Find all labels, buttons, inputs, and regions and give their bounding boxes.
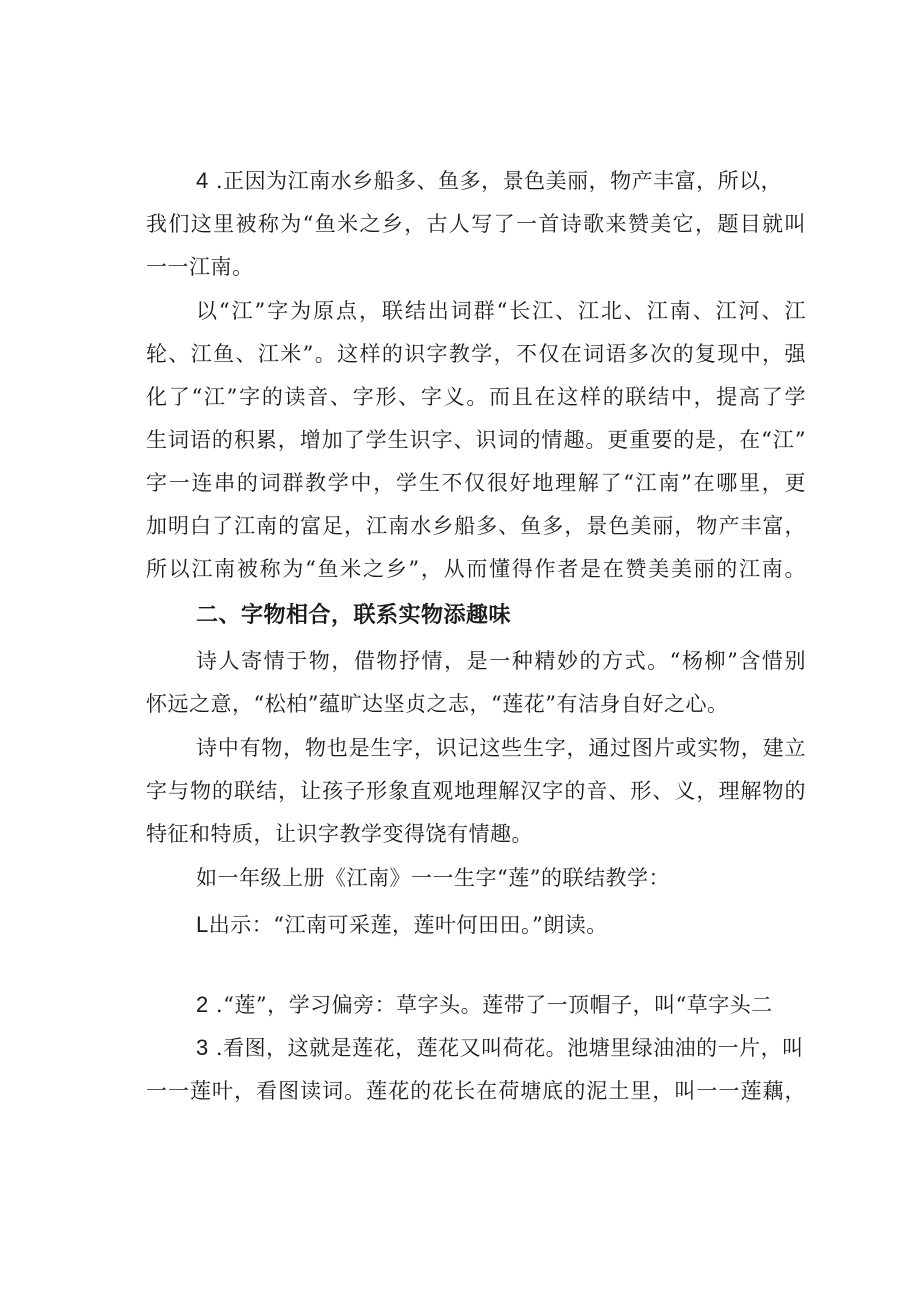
paragraph-2-line-7: 所以江南被称为“鱼米之乡”，从而懂得作者是在赞美美丽的江南。 <box>146 557 806 581</box>
list-item-3-line-1 <box>196 1033 806 1063</box>
list-number: 3 <box>196 1035 209 1060</box>
section-heading: 二、字物相合，联系实物添趣味 <box>196 603 512 628</box>
paragraph-1-line-2: 我们这里被称为“鱼米之乡，古人写了一首诗歌来赞美它，题目就叫 <box>146 212 806 236</box>
paragraph-3-line-1: 诗人寄情于物，借物抒情，是一种精妙的方式。“杨柳”含惜别 <box>196 649 806 673</box>
paragraph-2-line-1: 以“江”字为原点，联结出词群“长江、江北、江南、江河、江 <box>196 299 806 323</box>
paragraph-2-line-4: 生词语的积累，增加了学生识字、识词的情趣。更重要的是，在“江” <box>146 428 806 452</box>
list-item-1 <box>196 910 806 940</box>
paragraph-4-line-2: 字与物的联结，让孩子形象直观地理解汉字的音、形、义，理解物的 <box>146 779 806 803</box>
paragraph-text: .正因为江南水乡船多、鱼多，景色美丽，物产丰富，所以， <box>208 169 783 193</box>
paragraph-2-line-6: 加明白了江南的富足，江南水乡船多、鱼多，景色美丽，物产丰富， <box>146 514 806 538</box>
paragraph-1-line-3: 一一江南。 <box>146 255 254 279</box>
paragraph-1-line-1 <box>196 166 806 196</box>
paragraph-2-line-3: 化了“江”字的读音、字形、字义。而且在这样的联结中，提高了学 <box>146 385 806 409</box>
list-item-3-line-2: 一一莲叶，看图读词。莲花的花长在荷塘底的泥土里，叫一一莲藕， <box>146 1079 806 1103</box>
list-number: 4 <box>196 168 209 193</box>
paragraph-4-line-1: 诗中有物，物也是生字，识记这些生字，通过图片或实物，建立 <box>196 736 806 760</box>
list-item-text: 出示：“江南可采莲，莲叶何田田。”朗读。 <box>208 913 608 937</box>
list-marker: L <box>196 912 209 937</box>
list-number: 2 <box>196 992 209 1017</box>
list-item-2 <box>196 990 806 1020</box>
paragraph-5: 如一年级上册《江南》一一生字“莲”的联结教学： <box>196 866 670 890</box>
paragraph-2-line-5: 字一连串的词群教学中，学生不仅很好地理解了“江南”在哪里，更 <box>146 471 806 495</box>
list-item-text: .看图，这就是莲花，莲花又叫荷花。池塘里绿油油的一片，叫 <box>208 1036 804 1060</box>
paragraph-4-line-3: 特征和特质，让识字教学变得饶有情趣。 <box>146 822 533 846</box>
paragraph-2-line-2: 轮、江鱼、江米”。这样的识字教学，不仅在词语多次的复现中，强 <box>146 342 806 366</box>
list-item-text: .“莲”，学习偏旁：草字头。莲带了一顶帽子，叫“草字头二 <box>208 993 773 1017</box>
paragraph-3-line-2: 怀远之意，“松柏”蕴旷达坚贞之志，“莲花”有洁身自好之心。 <box>146 692 729 716</box>
